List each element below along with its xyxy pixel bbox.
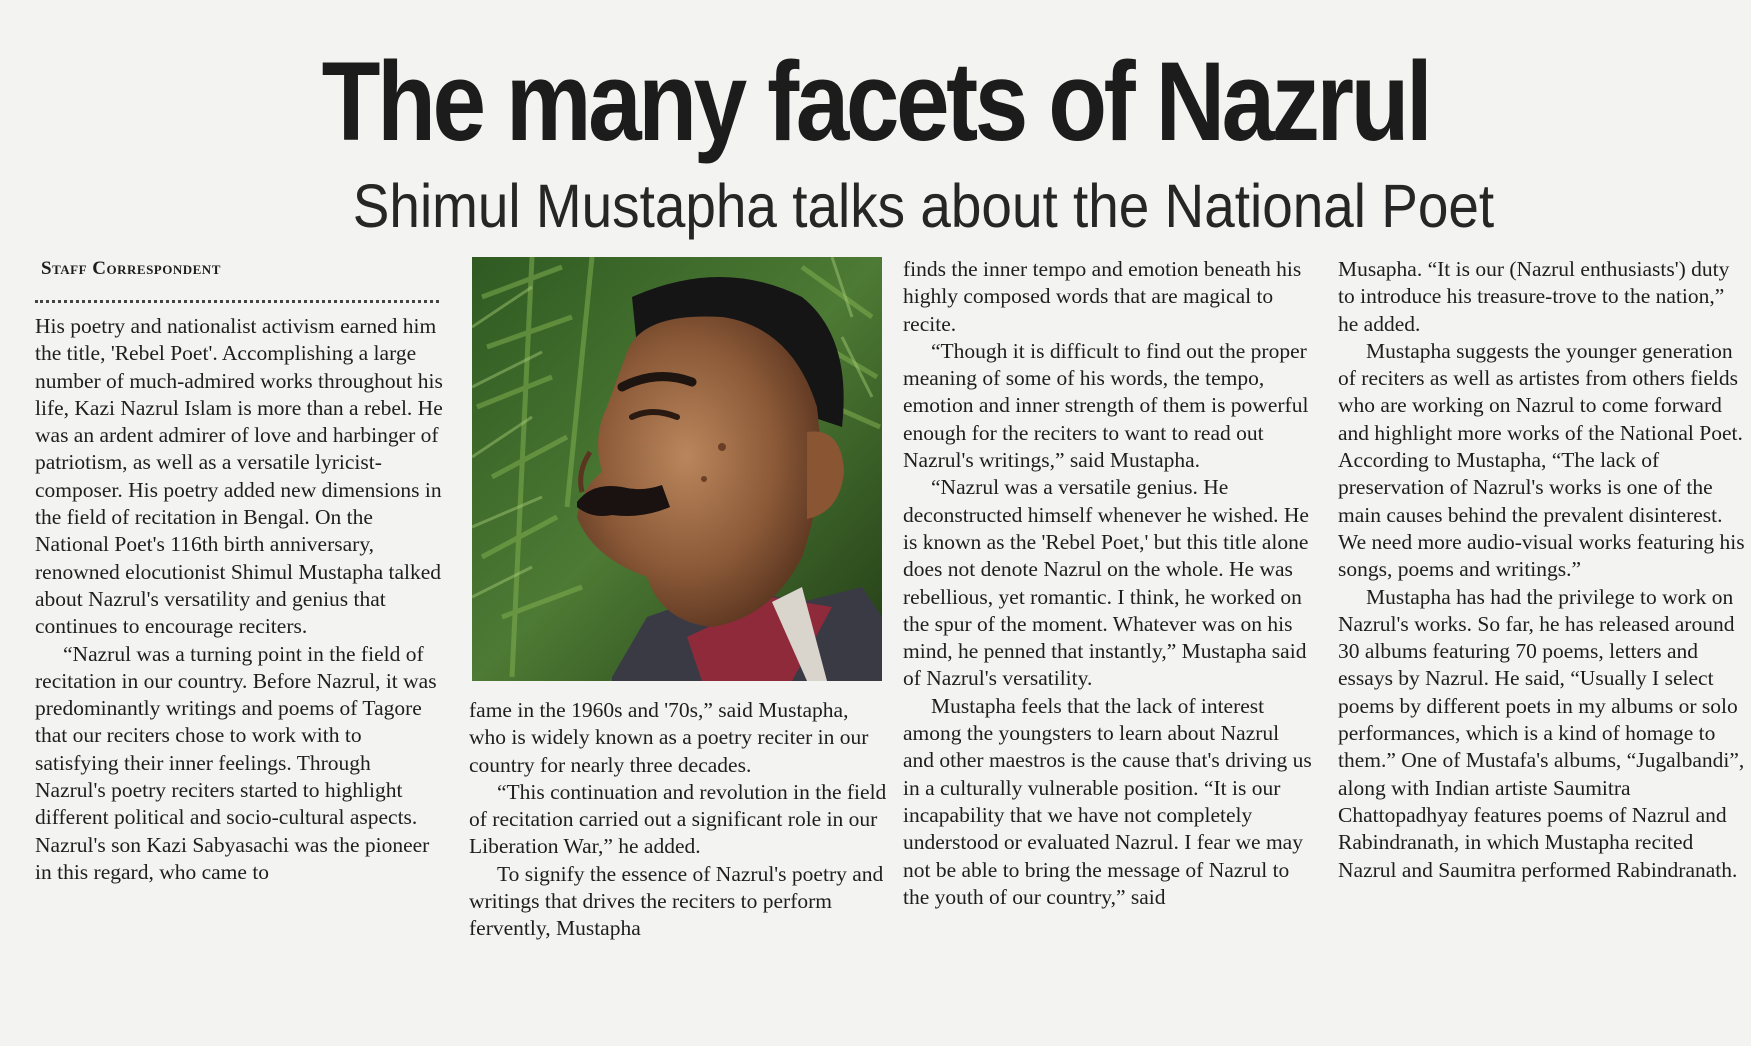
- paragraph: Musapha. “It is our (Nazrul enthusiasts') duty to introduce his treasure-trove to the nation,” he added.: [1338, 257, 1730, 336]
- article-column-2: [469, 697, 889, 943]
- headline: The many facets of Nazrul: [321, 39, 1430, 164]
- paragraph: His poetry and nationalist activism earned him the title, 'Rebel Poet'. Accomplishing a large number of much-admired works throughout his life, Kazi Nazrul Islam is more than a rebel. He was an ardent admirer of love and harbinger of patriotism, as well as a versatile lyricist-composer. His poetry added new dimensions in the field of recitation in Bengal. On the National Poet's 116th birth anniversary, renowned elocutionist Shimul Mustapha talked about Nazrul's versatility and genius that continues to encourage reciters.: [35, 314, 443, 639]
- paragraph: “This continuation and revolution in the field of recitation carried out a significant role in our Liberation War,” he added.: [469, 779, 887, 859]
- paragraph: To signify the essence of Nazrul's poetry and writings that drives the reciters to perform fervently, Mustapha: [469, 861, 884, 941]
- article-column-4: [1338, 256, 1748, 884]
- paragraph: Mustapha has had the privilege to work on Nazrul's works. So far, he has released around 30 albums featuring 70 poems, letters and essays by Nazrul. He said, “Usually I select poems by different poets in my albums or solo performances, which is a kind of homage to them.” One of Mustafa's albums, “Jugalbandi”, along with Indian artiste Saumitra Chattopadhyay features poems of Nazrul and Rabindranath, in which Mustapha recited Nazrul and Saumitra performed Rabindranath.: [1338, 584, 1745, 882]
- paragraph: Mustapha suggests the younger generation of reciters as well as artistes from others fields who are working on Nazrul to come forward and highlight more works of the National Poet. According to Mustapha, “The lack of preservation of Nazrul's works is one of the main causes behind the prevalent disinterest. We need more audio-visual works featuring his songs, poems and writings.”: [1338, 338, 1745, 582]
- paragraph: Mustapha feels that the lack of interest among the youngsters to learn about Nazrul and other maestros is the cause that's driving us in a culturally vulnerable position. “It is our incapability that we have not completely understood or evaluated Nazrul. I fear we may not be able to bring the message of Nazrul to the youth of our country,” said: [903, 693, 1312, 909]
- paragraph: “Though it is difficult to find out the proper meaning of some of his words, the tempo, emotion and inner strength of them is powerful enough for the reciters to want to read out Nazrul's writings,” said Mustapha.: [903, 338, 1309, 473]
- paragraph: “Nazrul was a turning point in the field of recitation in our country. Before Nazrul, it was predominantly writings and poems of Tagore that our reciters chose to work with to satisfying their inner feelings. Through Nazrul's poetry reciters started to highlight different political and socio-cultural aspects. Nazrul's son Kazi Sabyasachi was the pioneer in this regard, who came to: [35, 641, 437, 884]
- article-column-3: [903, 256, 1313, 911]
- portrait-photo-icon: [472, 257, 882, 681]
- subheadline: Shimul Mustapha talks about the National Poet: [352, 172, 1495, 240]
- article-column-1: [35, 313, 445, 886]
- paragraph: fame in the 1960s and '70s,” said Mustapha, who is widely known as a poetry reciter in our country for nearly three decades.: [469, 698, 869, 777]
- paragraph: “Nazrul was a versatile genius. He deconstructed himself whenever he wished. He is known as the 'Rebel Poet,' but this title alone does not denote Nazrul on the whole. He was rebellious, yet romantic. I think, he worked on the spur of the moment. Whatever was on his mind, he penned that instantly,” Mustapha said of Nazrul's versatility.: [903, 475, 1309, 691]
- paragraph: finds the inner tempo and emotion beneath his highly composed words that are magical to recite.: [903, 257, 1302, 336]
- byline-divider: [35, 300, 439, 303]
- byline: Staff Correspondent: [41, 258, 221, 279]
